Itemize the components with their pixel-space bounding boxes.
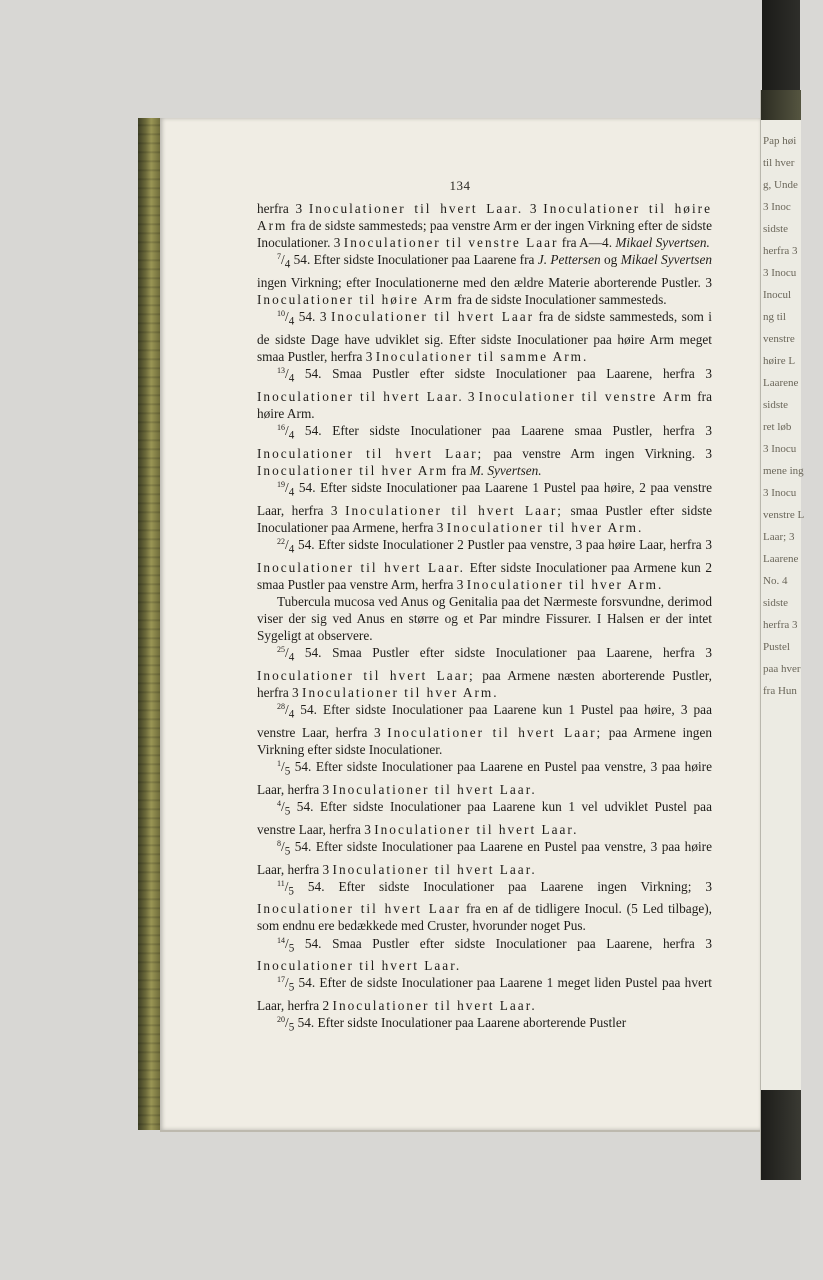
book-spine-edge bbox=[138, 118, 160, 1130]
paragraph: $^8/_5$ 54. Efter sidste Inoculationer paa Laarene en Pustel paa venstre, 3 paa høire Laar, herfra 3 Inoculationer til hvert Laar. bbox=[257, 838, 712, 877]
paragraph: $^{14}/_5$ 54. Smaa Pustler efter sidste Inoculationer paa Laarene, herfra 3 Inoculationer til hvert Laar. bbox=[257, 935, 712, 974]
paragraph: $^7/_4$ 54. Efter sidste Inoculationer paa Laarene fra J. Pettersen og Mikael Syvertsen ingen Virkning; efter Inoculationerne med den ældre Materie aborterende Pustler. 3 Inoculationer til høire Arm fra de sidste Inoculationer sammesteds. bbox=[257, 252, 712, 308]
page-number: 134 bbox=[449, 178, 471, 193]
paragraph: $^{11}/_5$ 54. Efter sidste Inoculationer paa Laarene ingen Virkning; 3 Inoculationer til hvert Laar fra en af de tidligere Inocul. (5 Led tilbage), som endnu ere bedækkede med Cruster, hvorunder noget Pus. bbox=[257, 878, 713, 934]
paragraph: $^{28}/_4$ 54. Efter sidste Inoculationer paa Laarene kun 1 Pustel paa høire, 3 paa venstre Laar, herfra 3 Inoculationer til hvert Laar; paa Armene ingen Virkning efter sidste Inoculationer. bbox=[257, 702, 712, 757]
paragraph: $^{20}/_5$ 54. Efter sidste Inoculationer paa Laarene aborterende Pustler bbox=[277, 1015, 627, 1034]
paragraph: herfra 3 Inoculationer til hvert Laar. 3 Inoculationer til høire Arm fra de sidste sammesteds; paa venstre Arm er der ingen Virkning efter de sidste Inoculationer. 3 Inoculationer til venstre Laar fra A—4. Mikael Syvertsen. bbox=[257, 201, 712, 251]
paragraph: $^{16}/_4$ 54. Efter sidste Inoculationer paa Laarene smaa Pustler, herfra 3 Inoculationer til hvert Laar; paa venstre Arm ingen Virkning. 3 Inoculationer til hver Arm fra M. Syvertsen. bbox=[257, 423, 712, 478]
paragraph: $^{22}/_4$ 54. Efter sidste Inoculationer 2 Pustler paa venstre, 3 paa høire Laar, herfra 3 Inoculationer til hvert Laar. Efter sidste Inoculationer paa Armene kun 2 smaa Pustler paa venstre Arm, herfra 3 Inoculationer til hver Arm. bbox=[257, 536, 712, 592]
paragraph: $^{13}/_4$ 54. Smaa Pustler efter sidste Inoculationer paa Laarene, herfra 3 Inoculationer til hvert Laar. 3 Inoculationer til venstre Arm fra høire Arm. bbox=[257, 366, 712, 421]
paragraph: $^1/_5$ 54. Efter sidste Inoculationer paa Laarene en Pustel paa venstre, 3 paa høire Laar, herfra 3 Inoculationer til hvert Laar. bbox=[257, 759, 712, 797]
paragraph: $^{25}/_4$ 54. Smaa Pustler efter sidste Inoculationer paa Laarene, herfra 3 Inoculationer til hvert Laar; paa Armene næsten aborterende Pustler, herfra 3 Inoculationer til hver Arm. bbox=[257, 645, 712, 701]
paragraph: $^{17}/_5$ 54. Efter de sidste Inoculationer paa Laarene 1 meget liden Pustel paa hvert Laar, herfra 2 Inoculationer til hvert Laar. bbox=[257, 975, 712, 1014]
facing-page-fragments: Pap høi til hver g, Unde 3 Inoc sidste herfra 3 3 Inocu Inocul ng til venstre høire L Laarene sidste ret løb 3 Inocu mene ing 3 Inocu venstre L Laar; 3 Laarene No. 4 sidste herfra 3 Pustel paa hver fra Hun bbox=[763, 135, 805, 697]
book-page bbox=[160, 118, 760, 1130]
paragraph: Tubercula mucosa ved Anus og Genitalia paa det Nærmeste forsvundne, derimod viser der sig ved Anus en større og et Par mindre Fissurer. I Halsen er der intet Sygeligt at observere. bbox=[257, 593, 712, 644]
facing-page-edge bbox=[760, 90, 805, 1180]
page-body bbox=[257, 200, 712, 1037]
paragraph: $^4/_5$ 54. Efter sidste Inoculationer paa Laarene kun 1 vel udviklet Pustel paa venstre Laar, herfra 3 Inoculationer til hvert Laar. bbox=[257, 798, 712, 837]
paragraph: $^{10}/_4$ 54. 3 Inoculationer til hvert Laar fra de sidste sammesteds, som i de sidste Dage have udviklet sig. Efter sidste Inoculationer paa høire Arm meget smaa Pustler, herfra 3 Inoculationer til samme Arm. bbox=[257, 309, 712, 365]
paragraph: $^{19}/_4$ 54. Efter sidste Inoculationer paa Laarene 1 Pustel paa høire, 2 paa venstre Laar, herfra 3 Inoculationer til hvert Laar; smaa Pustler efter sidste Inoculationer paa Armene, herfra 3 Inoculationer til hver Arm. bbox=[257, 480, 712, 535]
